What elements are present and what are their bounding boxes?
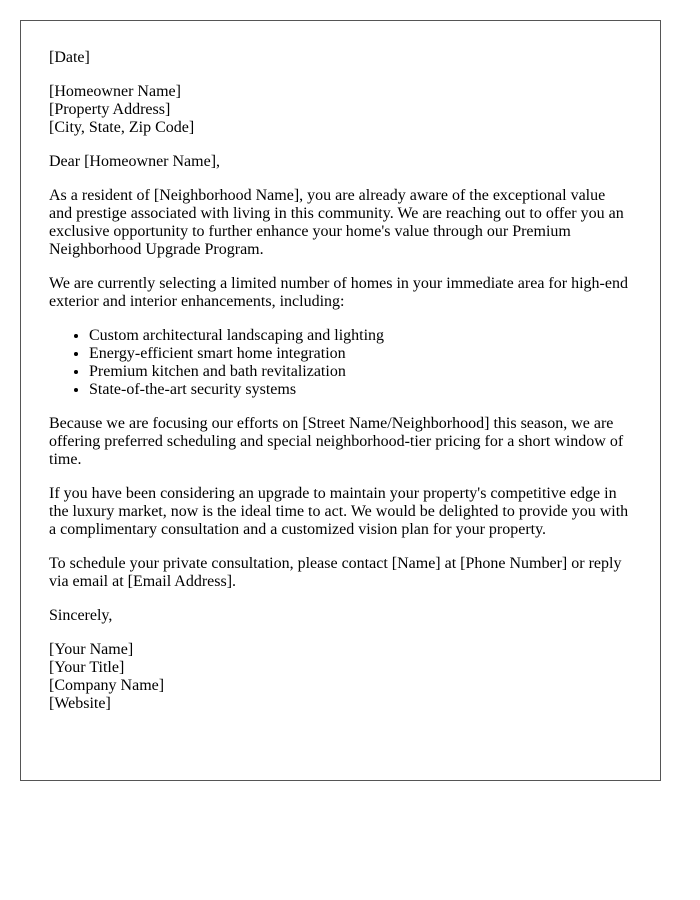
recipient-city: [City, State, Zip Code] [49, 119, 195, 136]
letter [20, 20, 661, 781]
sender-website: [Website] [49, 695, 111, 712]
recipient-block [49, 83, 632, 137]
sender-block [49, 641, 632, 713]
list-item: • Custom architectural landscaping and lighting [89, 327, 632, 345]
sender-title: [Your Title] [49, 659, 125, 676]
contact-paragraph: To schedule your private consultation, please contact [Name] at [Phone Number] or reply via email at [Email Address]. [49, 555, 622, 590]
recipient-address: [Property Address] [49, 101, 171, 118]
list-item: • State-of-the-art security systems [89, 381, 632, 399]
intro-paragraph: As a resident of [Neighborhood Name], you are already aware of the exceptional value and prestige associated with living in this community. We are reaching out to offer you an exclusive opportunity to further enhance your home's value through our Premium Neighborhood Upgrade Program. [49, 187, 624, 258]
recipient-name: [Homeowner Name] [49, 83, 181, 100]
list-item: • Energy-efficient smart home integration [89, 345, 632, 363]
selection-paragraph: We are currently selecting a limited number of homes in your immediate area for high-end exterior and interior enhancements, including: [49, 275, 628, 310]
services-list [49, 327, 632, 399]
call-to-action-paragraph: If you have been considering an upgrade to maintain your property's competitive edge in the luxury market, now is the ideal time to act. We would be delighted to provide you with a complimentary consultation and a customized vision plan for your property. [49, 485, 629, 538]
salutation: Dear [Homeowner Name], [49, 153, 221, 170]
list-item: • Premium kitchen and bath revitalization [89, 363, 632, 381]
sender-company: [Company Name] [49, 677, 165, 694]
sender-name: [Your Name] [49, 641, 134, 658]
closing: Sincerely, [49, 607, 113, 624]
pricing-paragraph: Because we are focusing our efforts on [Street Name/Neighborhood] this season, we are offering preferred scheduling and special neighborhood-tier pricing for a short window of time. [49, 415, 624, 468]
date: [Date] [49, 49, 90, 66]
